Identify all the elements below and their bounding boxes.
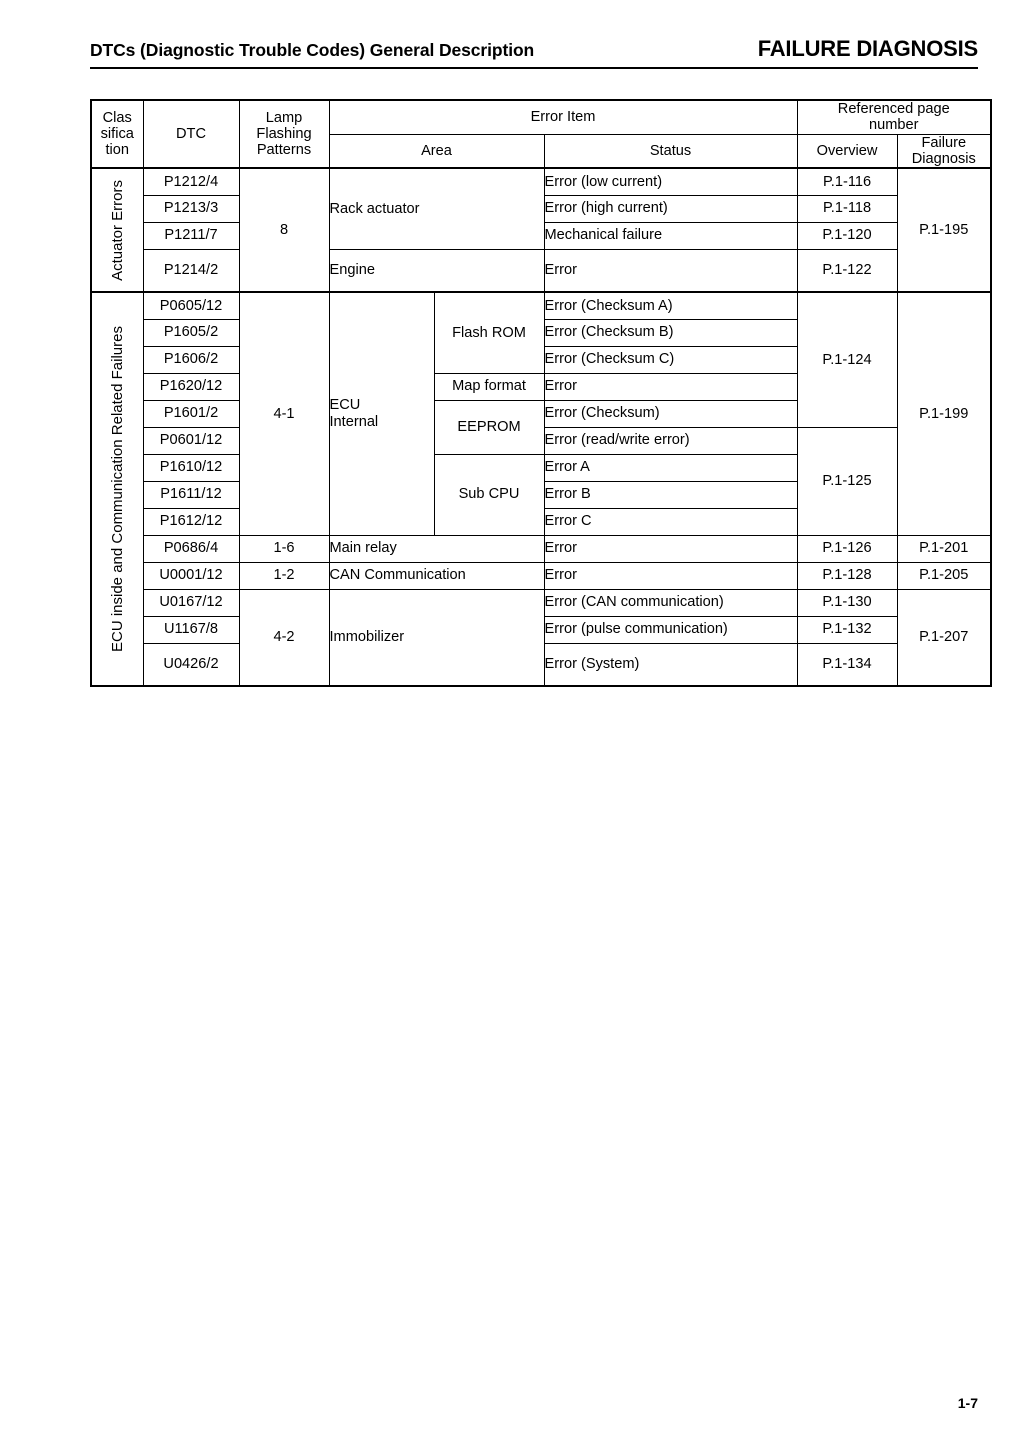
dtc-code: P1213/3: [143, 195, 239, 222]
classification-actuator-errors: Actuator Errors: [91, 168, 143, 292]
status-text: Error (low current): [544, 168, 797, 195]
status-text: Error: [544, 373, 797, 400]
dtc-code: P1606/2: [143, 346, 239, 373]
status-text: Error A: [544, 454, 797, 481]
col-header-dtc: DTC: [143, 100, 239, 168]
sub-area-flash-rom: Flash ROM: [434, 292, 544, 373]
status-text: Error: [544, 249, 797, 292]
dtc-code: P1212/4: [143, 168, 239, 195]
failure-diagnosis-page: P.1-199: [897, 292, 991, 535]
status-text: Error (high current): [544, 195, 797, 222]
dtc-code: U0001/12: [143, 562, 239, 589]
dtc-code: U1167/8: [143, 616, 239, 643]
page-number: 1-7: [957, 1395, 978, 1411]
dtc-code: P1620/12: [143, 373, 239, 400]
status-text: Error (Checksum): [544, 400, 797, 427]
col-header-referenced-page-number: Referenced page number: [797, 100, 991, 134]
status-text: Error (CAN communication): [544, 589, 797, 616]
overview-page: P.1-126: [797, 535, 897, 562]
table-row: [91, 168, 991, 195]
col-header-overview: Overview: [797, 134, 897, 168]
lamp-pattern: 1-2: [239, 562, 329, 589]
status-text: Error B: [544, 481, 797, 508]
overview-page: P.1-130: [797, 589, 897, 616]
page-header: [90, 36, 978, 69]
status-text: Error (read/write error): [544, 427, 797, 454]
dtc-code: P1211/7: [143, 222, 239, 249]
failure-diagnosis-page: P.1-207: [897, 589, 991, 686]
dtc-code: P1214/2: [143, 249, 239, 292]
status-text: Error: [544, 562, 797, 589]
dtc-code: P0605/12: [143, 292, 239, 319]
lamp-pattern: 8: [239, 168, 329, 292]
overview-page: P.1-124: [797, 292, 897, 427]
table-row: [91, 562, 991, 589]
sub-area-sub-cpu: Sub CPU: [434, 454, 544, 535]
area-can-communication: CAN Communication: [329, 562, 544, 589]
status-text: Mechanical failure: [544, 222, 797, 249]
header-chapter-title: FAILURE DIAGNOSIS: [757, 36, 978, 61]
dtc-code: P1612/12: [143, 508, 239, 535]
overview-page: P.1-116: [797, 168, 897, 195]
overview-page: P.1-134: [797, 643, 897, 686]
status-text: Error (Checksum C): [544, 346, 797, 373]
dtc-code: P1605/2: [143, 319, 239, 346]
sub-area-eeprom: EEPROM: [434, 400, 544, 454]
overview-page: P.1-120: [797, 222, 897, 249]
area-immobilizer: Immobilizer: [329, 589, 544, 686]
area-rack-actuator: Rack actuator: [329, 168, 544, 249]
overview-page: P.1-125: [797, 427, 897, 535]
failure-diagnosis-page: P.1-195: [897, 168, 991, 292]
col-header-failure-diagnosis: Failure Diagnosis: [897, 134, 991, 168]
dtc-code: P0686/4: [143, 535, 239, 562]
table-row: [91, 535, 991, 562]
lamp-pattern: 4-2: [239, 589, 329, 686]
status-text: Error: [544, 535, 797, 562]
status-text: Error (pulse communication): [544, 616, 797, 643]
col-header-area: Area: [329, 134, 544, 168]
status-text: Error C: [544, 508, 797, 535]
failure-diagnosis-page: P.1-205: [897, 562, 991, 589]
table-row: [91, 249, 991, 292]
overview-page: P.1-122: [797, 249, 897, 292]
lamp-pattern: 1-6: [239, 535, 329, 562]
status-text: Error (System): [544, 643, 797, 686]
lamp-pattern: 4-1: [239, 292, 329, 535]
dtc-code: U0167/12: [143, 589, 239, 616]
overview-page: P.1-132: [797, 616, 897, 643]
table-row: [91, 292, 991, 319]
table-header-row-1: [91, 100, 991, 134]
sub-area-map-format: Map format: [434, 373, 544, 400]
status-text: Error (Checksum A): [544, 292, 797, 319]
area-engine: Engine: [329, 249, 544, 292]
col-header-error-item: Error Item: [329, 100, 797, 134]
dtc-code: P1611/12: [143, 481, 239, 508]
table-row: [91, 589, 991, 616]
status-text: Error (Checksum B): [544, 319, 797, 346]
dtc-code: U0426/2: [143, 643, 239, 686]
classification-ecu-communication: ECU inside and Communication Related Failures: [91, 292, 143, 686]
dtc-table: [90, 99, 992, 687]
dtc-code: P0601/12: [143, 427, 239, 454]
overview-page: P.1-118: [797, 195, 897, 222]
col-header-lamp-flashing-patterns: Lamp Flashing Patterns: [239, 100, 329, 168]
area-main-relay: Main relay: [329, 535, 544, 562]
header-section-title: DTCs (Diagnostic Trouble Codes) General Description: [90, 40, 535, 60]
col-header-status: Status: [544, 134, 797, 168]
dtc-code: P1601/2: [143, 400, 239, 427]
col-header-classification: Clas sifica tion: [91, 100, 143, 168]
area-ecu-internal: ECU Internal: [329, 292, 434, 535]
overview-page: P.1-128: [797, 562, 897, 589]
failure-diagnosis-page: P.1-201: [897, 535, 991, 562]
dtc-code: P1610/12: [143, 454, 239, 481]
